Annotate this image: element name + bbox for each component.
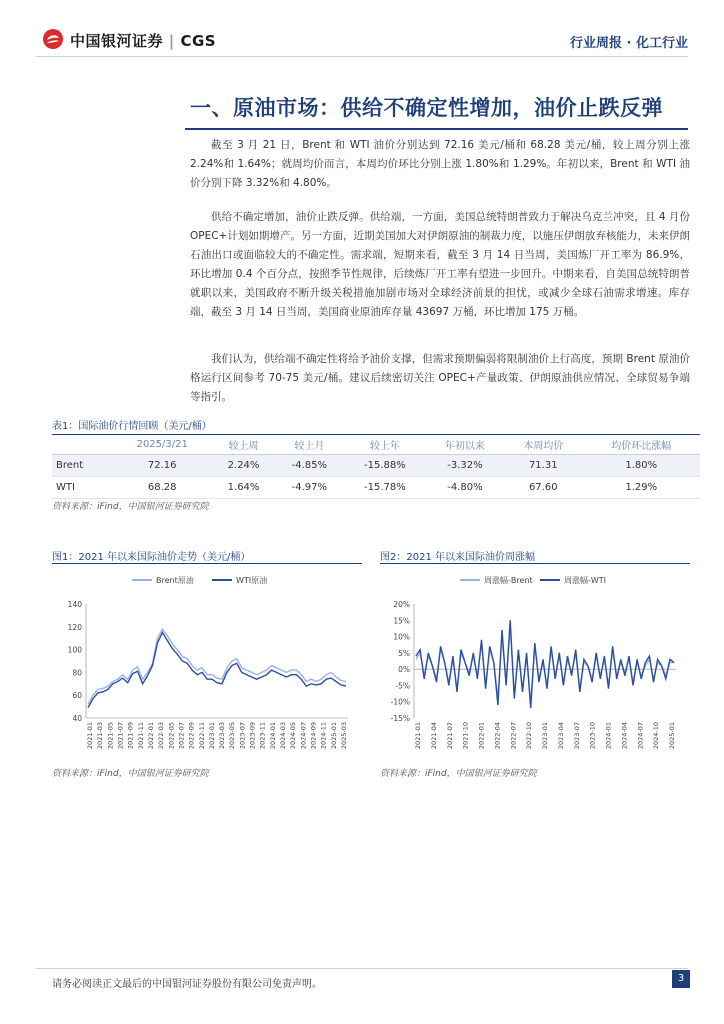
paragraph-1: 截至 3 月 21 日，Brent 和 WTI 油价分别达到 72.16 美元/桶和 68.28 美元/桶，较上周分别上涨 2.24%和 1.64%；就周均价而言，本周均价环比分别上涨 1.80%和 1.29%。年初以来，Brent 和 WTI 油价分别下降 3.32%和 4.80%。 [190,139,690,189]
y-tick-label: 20% [393,600,410,609]
x-tick-label: 2021-09 [126,722,135,750]
series-line [416,620,674,708]
y-tick-label: 15% [393,616,410,626]
paragraph-2: 供给不确定增加，油价止跌反弹。供给端，一方面，美国总统特朗普致力于解决乌克兰冲突，且 4 月份 OPEC+计划如期增产。另一方面，近期美国加大对伊朗原油的制裁力度，以施压伊朗放弃核能力，未来伊朗石油出口或面临较大的不确定性。需求端，短期来看，截至 3 月 14 日当周，美国炼厂开工率为 86.9%，环比增加 0.4 个百分点，按照季节性规律，后续炼厂开工率有望进一步回升。中期来看，自美国总统特朗普就职以来，美国政府不断升级关税措施加剧市场对全球经济前景的担忧，或减少全球石油需求增速。库存端，截至 3 月 14 日当周，美国商业原油库存量 43697 万桶，环比增加 175 万桶。 [190,211,690,318]
table-cell: -4.97% [275,477,344,499]
table-header-row [52,435,700,455]
table-header-cell: 较上周 [212,435,274,455]
x-tick-label: 2021-11 [136,722,145,750]
x-tick-label: 2021-07 [445,722,454,750]
x-tick-label: 2023-01 [541,722,549,750]
y-tick-label: 0% [398,665,410,675]
footer-disclaimer: 请务必阅读正文最后的中国银河证券股份有限公司免责声明。 [52,979,322,990]
x-tick-label: 2025-01 [668,722,676,750]
x-tick-label: 2024-07 [636,722,645,750]
x-tick-label: 2022-04 [493,722,502,750]
oil-weekly-change-chart [380,568,690,763]
x-tick-label: 2025-01 [329,722,338,750]
footer-divider [36,968,688,969]
x-tick-label: 2024-05 [289,722,298,750]
x-tick-label: 2021-10 [461,722,470,750]
x-tick-label: 2023-11 [258,722,267,750]
page-number: 3 [672,970,690,988]
table-cell: -4.85% [275,455,344,477]
x-tick-label: 2022-01 [477,722,486,750]
x-tick-label: 2022-03 [157,722,166,750]
x-tick-label: 2024-07 [299,722,308,750]
legend-label: Brent原油 [156,576,194,585]
figure-1-source: 资料来源：iFind，中国银河证券研究院 [52,769,209,779]
y-tick-label: 120 [67,622,82,632]
y-tick-label: 100 [67,645,82,655]
y-tick-label: -5% [395,681,410,691]
section-title: 一、原油市场：供给不确定性增加，油价止跌反弹 [190,96,663,120]
x-tick-label: 2022-07 [177,722,186,750]
series-line [416,627,674,702]
x-tick-label: 2022-11 [197,722,206,750]
table-row-label: WTI [52,477,112,499]
x-tick-label: 2023-09 [248,722,257,750]
y-tick-label: 80 [72,668,82,678]
x-tick-label: 2023-07 [238,722,247,750]
brand-cn: 中国银河证券 [70,32,164,50]
table-source: 资料来源：iFind，中国银河证券研究院 [52,502,209,512]
table-cell: 1.29% [582,477,700,499]
x-tick-label: 2023-10 [588,722,597,750]
report-type: 行业周报 · 化工行业 [570,36,688,51]
table-row [52,455,700,477]
figure-1-divider [52,563,362,564]
x-tick-label: 2024-01 [268,722,277,750]
y-tick-label: -15% [390,714,410,723]
x-tick-label: 2021-04 [429,722,438,750]
table-cell: -15.78% [344,477,426,499]
brand-en: CGS [180,32,217,50]
y-tick-label: 10% [393,632,410,642]
table-header-blank [52,435,112,455]
x-tick-label: 2023-04 [556,722,565,750]
x-tick-label: 2024-01 [604,722,613,750]
x-tick-label: 2022-07 [509,722,518,750]
figure-2-source: 资料来源：iFind，中国银河证券研究院 [380,769,537,779]
legend-label: 周涨幅-Brent [484,576,533,585]
figure-1-caption: 图1：2021 年以来国际油价走势（美元/桶） [52,552,251,563]
y-tick-label: 40 [72,714,82,723]
table-cell: 1.80% [582,455,700,477]
table-header-cell: 2025/3/21 [112,435,212,455]
x-tick-label: 2025-03 [340,722,348,750]
table-cell: -15.88% [344,455,426,477]
y-tick-label: 140 [67,600,82,609]
brand-name: 中国银河证券 | CGS [70,32,217,50]
table-cell: 71.31 [504,455,582,477]
y-tick-label: 5% [398,648,410,658]
page-header [0,0,724,62]
y-tick-label: -10% [390,697,410,707]
header-divider [36,56,688,57]
table-cell: 2.24% [212,455,274,477]
x-tick-label: 2023-01 [207,722,216,750]
x-tick-label: 2021-01 [414,722,422,750]
table-row [52,477,700,499]
series-line [88,633,346,708]
chart-legend [132,575,267,585]
figure-2-caption: 图2：2021 年以来国际油价周涨幅 [380,552,535,563]
chart-legend [460,575,606,585]
table-cell: 68.28 [112,477,212,499]
x-tick-label: 2022-01 [146,722,155,750]
table-header-cell: 本周均价 [504,435,582,455]
table-header-cell: 较上月 [275,435,344,455]
legend-label: 周涨幅-WTI [564,576,607,585]
x-tick-label: 2023-05 [228,722,237,750]
table-cell: 72.16 [112,455,212,477]
paragraph-3: 我们认为，供给端不确定性将给予油价支撑，但需求预期偏弱将限制油价上行高度，预期 Brent 原油价格运行区间参考 70-75 美元/桶。建议后续密切关注 OPEC+产量政策、伊朗原油供应情况、全球贸易争端等指引。 [190,353,690,403]
legend-label: WTI原油 [236,576,268,585]
y-tick-label: 60 [72,691,82,701]
table-cell: -4.80% [426,477,504,499]
x-tick-label: 2024-11 [319,722,328,750]
x-tick-label: 2022-05 [167,722,176,750]
oil-price-chart [52,568,362,763]
table-header-cell: 年初以来 [426,435,504,455]
x-tick-label: 2021-03 [96,722,105,750]
x-tick-label: 2021-05 [106,722,115,750]
figure-2-divider [380,563,690,564]
table-header-cell: 均价环比涨幅 [582,435,700,455]
x-tick-label: 2021-07 [116,722,125,750]
x-tick-label: 2021-01 [86,722,94,750]
x-tick-label: 2023-07 [572,722,581,750]
x-tick-label: 2022-09 [187,722,196,750]
table-row-label: Brent [52,455,112,477]
series-line [88,629,346,704]
title-underline [185,128,688,130]
x-tick-label: 2024-10 [652,722,661,750]
oil-price-table [52,434,700,499]
table-caption: 表1：国际油价行情回顾（美元/桶） [52,421,212,432]
x-tick-label: 2024-04 [620,722,629,750]
x-tick-label: 2023-03 [218,722,227,750]
x-tick-label: 2024-03 [279,722,288,750]
x-tick-label: 2024-09 [309,722,318,750]
cgs-logo-icon [42,28,64,50]
table-cell: 1.64% [212,477,274,499]
table-cell: 67.60 [504,477,582,499]
x-tick-label: 2022-10 [525,722,534,750]
table-cell: -3.32% [426,455,504,477]
table-header-cell: 较上年 [344,435,426,455]
